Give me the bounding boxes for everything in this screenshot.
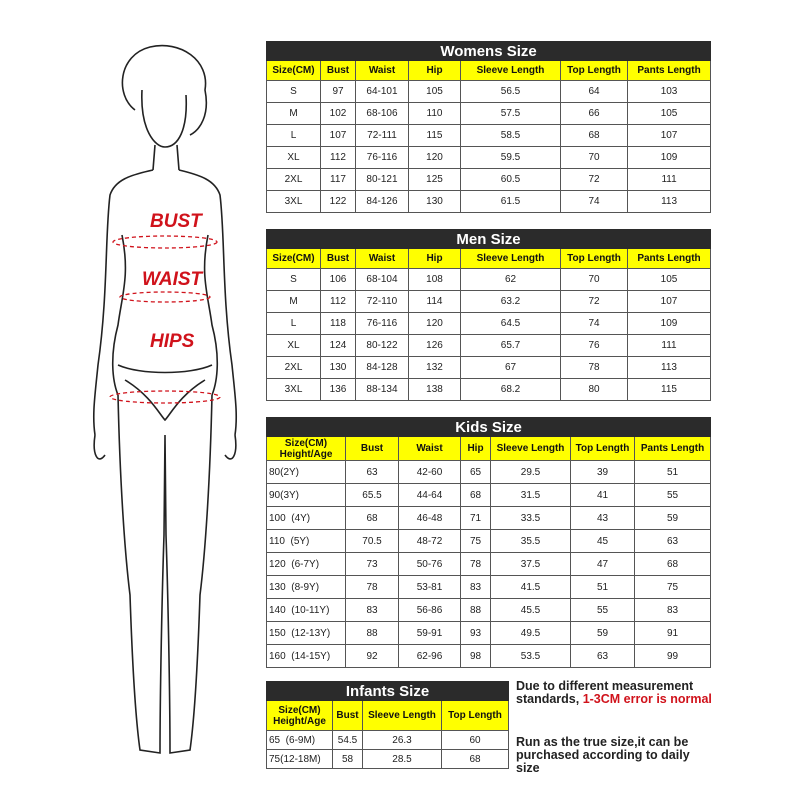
note-error xyxy=(516,680,716,706)
value-cell: 47 xyxy=(571,553,635,576)
size-cell: M xyxy=(267,291,321,313)
value-cell: 70 xyxy=(561,147,628,169)
column-header: Waist xyxy=(356,61,409,81)
table-row xyxy=(267,461,711,484)
size-cell: 2XL xyxy=(267,357,321,379)
column-header: Top Length xyxy=(571,437,635,461)
waist-label: WAIST xyxy=(142,269,203,290)
column-header: Waist xyxy=(399,437,461,461)
body-measurement-figure xyxy=(60,35,260,775)
value-cell: 110 xyxy=(409,103,461,125)
header-row xyxy=(267,437,711,461)
value-cell: 109 xyxy=(628,147,711,169)
value-cell: 118 xyxy=(321,313,356,335)
column-header: Hip xyxy=(461,437,491,461)
size-cell: 3XL xyxy=(267,379,321,401)
table-row xyxy=(267,147,711,169)
table-row xyxy=(267,576,711,599)
value-cell: 43 xyxy=(571,507,635,530)
waist-hips-outline xyxy=(113,235,218,395)
value-cell: 76 xyxy=(561,335,628,357)
column-header: Bust xyxy=(321,61,356,81)
size-cell: S xyxy=(267,269,321,291)
value-cell: 29.5 xyxy=(491,461,571,484)
value-cell: 98 xyxy=(461,645,491,668)
value-cell: 28.5 xyxy=(363,750,442,769)
value-cell: 56-86 xyxy=(399,599,461,622)
table-row xyxy=(267,507,711,530)
column-header: Sleeve Length xyxy=(363,701,442,731)
legs-outline xyxy=(118,395,212,753)
value-cell: 59 xyxy=(635,507,711,530)
value-cell: 50-76 xyxy=(399,553,461,576)
value-cell: 130 xyxy=(409,191,461,213)
value-cell: 115 xyxy=(628,379,711,401)
size-cell: L xyxy=(267,125,321,147)
hips-line xyxy=(110,391,220,403)
value-cell: 64-101 xyxy=(356,81,409,103)
value-cell: 109 xyxy=(628,313,711,335)
men-table-title: Men Size xyxy=(267,230,711,249)
value-cell: 84-128 xyxy=(356,357,409,379)
table-row xyxy=(267,313,711,335)
header-row xyxy=(267,701,509,731)
column-header: Bust xyxy=(346,437,399,461)
value-cell: 93 xyxy=(461,622,491,645)
header-row xyxy=(267,61,711,81)
value-cell: 45.5 xyxy=(491,599,571,622)
value-cell: 26.3 xyxy=(363,731,442,750)
column-header: Size(CM) Height/Age xyxy=(267,701,333,731)
value-cell: 91 xyxy=(635,622,711,645)
column-header: Hip xyxy=(409,61,461,81)
value-cell: 108 xyxy=(409,269,461,291)
value-cell: 49.5 xyxy=(491,622,571,645)
value-cell: 83 xyxy=(635,599,711,622)
value-cell: 125 xyxy=(409,169,461,191)
value-cell: 51 xyxy=(635,461,711,484)
value-cell: 68 xyxy=(461,484,491,507)
value-cell: 80-121 xyxy=(356,169,409,191)
value-cell: 136 xyxy=(321,379,356,401)
header-row xyxy=(267,249,711,269)
men-size-table xyxy=(266,229,711,401)
size-cell: 100 (4Y) xyxy=(267,507,346,530)
column-header: Sleeve Length xyxy=(461,249,561,269)
value-cell: 106 xyxy=(321,269,356,291)
value-cell: 68 xyxy=(346,507,399,530)
value-cell: 45 xyxy=(571,530,635,553)
kids-table-title: Kids Size xyxy=(267,418,711,437)
value-cell: 55 xyxy=(571,599,635,622)
value-cell: 31.5 xyxy=(491,484,571,507)
value-cell: 76-116 xyxy=(356,313,409,335)
value-cell: 68-104 xyxy=(356,269,409,291)
column-header: Pants Length xyxy=(628,249,711,269)
value-cell: 88 xyxy=(461,599,491,622)
table-row xyxy=(267,530,711,553)
value-cell: 74 xyxy=(561,191,628,213)
value-cell: 67 xyxy=(461,357,561,379)
bust-label: BUST xyxy=(150,211,202,232)
column-header: Bust xyxy=(321,249,356,269)
value-cell: 53-81 xyxy=(399,576,461,599)
value-cell: 138 xyxy=(409,379,461,401)
size-cell: 75(12-18M) xyxy=(267,750,333,769)
table-row xyxy=(267,291,711,313)
value-cell: 78 xyxy=(346,576,399,599)
value-cell: 64 xyxy=(561,81,628,103)
size-cell: 2XL xyxy=(267,169,321,191)
value-cell: 68 xyxy=(635,553,711,576)
value-cell: 66 xyxy=(561,103,628,125)
table-row xyxy=(267,484,711,507)
value-cell: 60.5 xyxy=(461,169,561,191)
infants-size-table xyxy=(266,681,509,769)
size-cell: 120 (6-7Y) xyxy=(267,553,346,576)
value-cell: 68.2 xyxy=(461,379,561,401)
table-row xyxy=(267,335,711,357)
column-header: Top Length xyxy=(561,249,628,269)
value-cell: 70 xyxy=(561,269,628,291)
value-cell: 65.5 xyxy=(346,484,399,507)
column-header: Top Length xyxy=(561,61,628,81)
waist-line xyxy=(120,292,210,302)
note-error-highlight: 1-3CM error is normal xyxy=(582,692,712,706)
value-cell: 113 xyxy=(628,191,711,213)
value-cell: 80 xyxy=(561,379,628,401)
bust-line xyxy=(113,236,217,248)
value-cell: 112 xyxy=(321,147,356,169)
size-cell: 150 (12-13Y) xyxy=(267,622,346,645)
value-cell: 78 xyxy=(561,357,628,379)
table-row xyxy=(267,553,711,576)
value-cell: 107 xyxy=(321,125,356,147)
value-cell: 68 xyxy=(561,125,628,147)
size-cell: XL xyxy=(267,335,321,357)
table-row xyxy=(267,645,711,668)
value-cell: 42-60 xyxy=(399,461,461,484)
value-cell: 120 xyxy=(409,313,461,335)
table-row xyxy=(267,379,711,401)
size-cell: 65 (6-9M) xyxy=(267,731,333,750)
value-cell: 111 xyxy=(628,335,711,357)
value-cell: 72-111 xyxy=(356,125,409,147)
value-cell: 59-91 xyxy=(399,622,461,645)
value-cell: 115 xyxy=(409,125,461,147)
value-cell: 75 xyxy=(461,530,491,553)
value-cell: 63.2 xyxy=(461,291,561,313)
value-cell: 72-110 xyxy=(356,291,409,313)
value-cell: 97 xyxy=(321,81,356,103)
value-cell: 103 xyxy=(628,81,711,103)
value-cell: 72 xyxy=(561,291,628,313)
value-cell: 114 xyxy=(409,291,461,313)
value-cell: 126 xyxy=(409,335,461,357)
value-cell: 120 xyxy=(409,147,461,169)
value-cell: 55 xyxy=(635,484,711,507)
value-cell: 76-116 xyxy=(356,147,409,169)
column-header: Size(CM) xyxy=(267,61,321,81)
infants-table-title: Infants Size xyxy=(267,682,509,701)
table-row xyxy=(267,750,509,769)
value-cell: 111 xyxy=(628,169,711,191)
value-cell: 57.5 xyxy=(461,103,561,125)
table-row xyxy=(267,622,711,645)
table-row xyxy=(267,125,711,147)
value-cell: 74 xyxy=(561,313,628,335)
value-cell: 113 xyxy=(628,357,711,379)
size-cell: M xyxy=(267,103,321,125)
value-cell: 102 xyxy=(321,103,356,125)
value-cell: 65 xyxy=(461,461,491,484)
value-cell: 99 xyxy=(635,645,711,668)
value-cell: 60 xyxy=(442,731,509,750)
hair-outline xyxy=(122,46,206,135)
value-cell: 62 xyxy=(461,269,561,291)
value-cell: 64.5 xyxy=(461,313,561,335)
size-cell: 130 (8-9Y) xyxy=(267,576,346,599)
table-row xyxy=(267,269,711,291)
value-cell: 105 xyxy=(628,269,711,291)
value-cell: 37.5 xyxy=(491,553,571,576)
value-cell: 48-72 xyxy=(399,530,461,553)
size-cell: 160 (14-15Y) xyxy=(267,645,346,668)
value-cell: 132 xyxy=(409,357,461,379)
value-cell: 83 xyxy=(461,576,491,599)
value-cell: 54.5 xyxy=(333,731,363,750)
value-cell: 71 xyxy=(461,507,491,530)
size-cell: 3XL xyxy=(267,191,321,213)
table-row xyxy=(267,599,711,622)
column-header: Pants Length xyxy=(628,61,711,81)
value-cell: 56.5 xyxy=(461,81,561,103)
value-cell: 41 xyxy=(571,484,635,507)
column-header: Sleeve Length xyxy=(461,61,561,81)
value-cell: 59 xyxy=(571,622,635,645)
column-header: Sleeve Length xyxy=(491,437,571,461)
value-cell: 58 xyxy=(333,750,363,769)
value-cell: 84-126 xyxy=(356,191,409,213)
column-header: Bust xyxy=(333,701,363,731)
value-cell: 65.7 xyxy=(461,335,561,357)
size-cell: L xyxy=(267,313,321,335)
value-cell: 88 xyxy=(346,622,399,645)
value-cell: 61.5 xyxy=(461,191,561,213)
value-cell: 62-96 xyxy=(399,645,461,668)
value-cell: 63 xyxy=(346,461,399,484)
column-header: Size(CM) Height/Age xyxy=(267,437,346,461)
value-cell: 46-48 xyxy=(399,507,461,530)
value-cell: 92 xyxy=(346,645,399,668)
value-cell: 59.5 xyxy=(461,147,561,169)
value-cell: 83 xyxy=(346,599,399,622)
value-cell: 130 xyxy=(321,357,356,379)
value-cell: 63 xyxy=(635,530,711,553)
value-cell: 78 xyxy=(461,553,491,576)
table-row xyxy=(267,81,711,103)
column-header: Waist xyxy=(356,249,409,269)
value-cell: 68 xyxy=(442,750,509,769)
value-cell: 68-106 xyxy=(356,103,409,125)
value-cell: 72 xyxy=(561,169,628,191)
column-header: Top Length xyxy=(442,701,509,731)
value-cell: 105 xyxy=(628,103,711,125)
value-cell: 73 xyxy=(346,553,399,576)
note-error-text: Due to different measurement standards, xyxy=(516,679,694,706)
value-cell: 41.5 xyxy=(491,576,571,599)
hips-label: HIPS xyxy=(150,331,195,352)
size-cell: S xyxy=(267,81,321,103)
value-cell: 63 xyxy=(571,645,635,668)
value-cell: 33.5 xyxy=(491,507,571,530)
value-cell: 44-64 xyxy=(399,484,461,507)
value-cell: 105 xyxy=(409,81,461,103)
value-cell: 58.5 xyxy=(461,125,561,147)
kids-size-table xyxy=(266,417,711,668)
table-row xyxy=(267,731,509,750)
column-header: Size(CM) xyxy=(267,249,321,269)
value-cell: 124 xyxy=(321,335,356,357)
value-cell: 107 xyxy=(628,125,711,147)
size-cell: XL xyxy=(267,147,321,169)
head-outline xyxy=(142,90,186,147)
size-cell: 90(3Y) xyxy=(267,484,346,507)
womens-size-table xyxy=(266,41,711,213)
value-cell: 39 xyxy=(571,461,635,484)
value-cell: 112 xyxy=(321,291,356,313)
value-cell: 122 xyxy=(321,191,356,213)
value-cell: 117 xyxy=(321,169,356,191)
note-true-size: Run as the true size,it can be purchased according to daily size xyxy=(516,735,690,775)
table-row xyxy=(267,103,711,125)
value-cell: 80-122 xyxy=(356,335,409,357)
value-cell: 35.5 xyxy=(491,530,571,553)
womens-table-title: Womens Size xyxy=(267,42,711,61)
size-cell: 110 (5Y) xyxy=(267,530,346,553)
neck-outline xyxy=(153,145,179,170)
value-cell: 107 xyxy=(628,291,711,313)
value-cell: 75 xyxy=(635,576,711,599)
value-cell: 53.5 xyxy=(491,645,571,668)
value-cell: 51 xyxy=(571,576,635,599)
table-row xyxy=(267,357,711,379)
table-row xyxy=(267,191,711,213)
size-cell: 80(2Y) xyxy=(267,461,346,484)
column-header: Hip xyxy=(409,249,461,269)
column-header: Pants Length xyxy=(635,437,711,461)
table-row xyxy=(267,169,711,191)
value-cell: 88-134 xyxy=(356,379,409,401)
value-cell: 70.5 xyxy=(346,530,399,553)
size-cell: 140 (10-11Y) xyxy=(267,599,346,622)
